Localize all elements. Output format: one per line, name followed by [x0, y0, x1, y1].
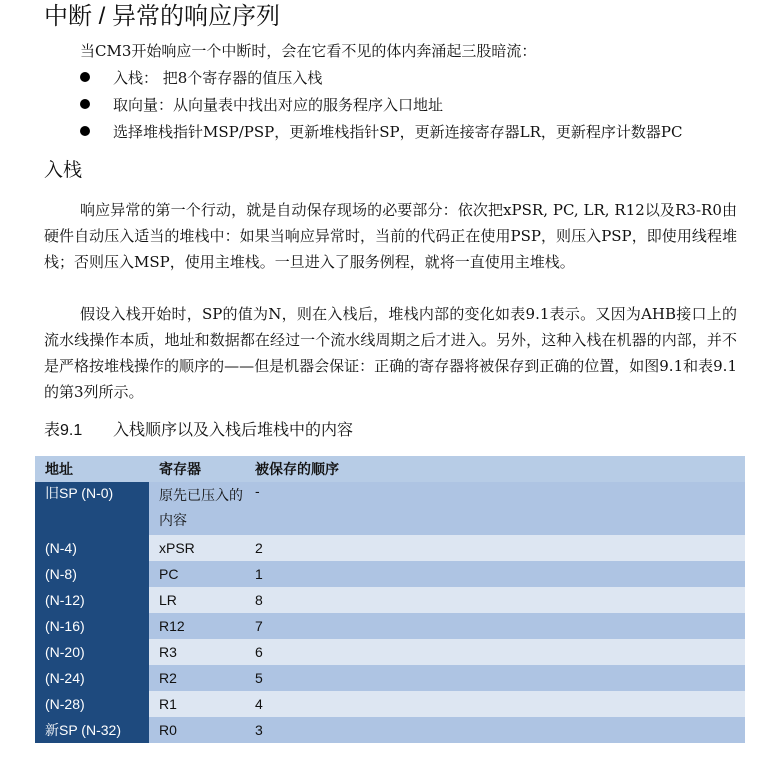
cell-order: - [245, 482, 745, 535]
header-order: 被保存的顺序 [245, 456, 745, 482]
cell-address: (N-24) [35, 665, 149, 691]
table-row [35, 613, 745, 639]
table-row [35, 639, 745, 665]
table-row [35, 691, 745, 717]
cell-address: (N-20) [35, 639, 149, 665]
paragraph: 响应异常的第一个行动，就是自动保存现场的必要部分：依次把xPSR, PC, LR, R12以及R3-R0由硬件自动压入适当的堆栈中：如果当响应异常时，当前的代码正在使用PSP，则压入PSP，即使用线程堆栈；否则压入MSP，使用主堆栈。一旦进入了服务例程，就将一直使用主堆栈。 [44, 201, 737, 271]
table-header-row [35, 456, 745, 482]
stack-table [35, 456, 745, 743]
cell-register: 原先已压入的内容 [149, 482, 245, 535]
cell-register: R12 [149, 613, 245, 639]
cell-order: 3 [245, 717, 745, 743]
cell-register: R3 [149, 639, 245, 665]
cell-order: 5 [245, 665, 745, 691]
cell-register: R2 [149, 665, 245, 691]
cell-order: 7 [245, 613, 745, 639]
cell-address: (N-12) [35, 587, 149, 613]
cell-register: xPSR [149, 535, 245, 561]
table-caption-number: 表9.1 [44, 422, 83, 439]
cell-register: LR [149, 587, 245, 613]
cell-order: 8 [245, 587, 745, 613]
table-row [35, 561, 745, 587]
table-caption-text: 入栈顺序以及入栈后堆栈中的内容 [113, 422, 354, 439]
cell-order: 2 [245, 535, 745, 561]
bullet-text: 入栈： 把8个寄存器的值压入栈 [113, 69, 323, 87]
bullet-item [80, 94, 443, 116]
section-heading: 入栈 [44, 160, 83, 181]
cell-order: 4 [245, 691, 745, 717]
cell-register: R0 [149, 717, 245, 743]
page-title: 中断 / 异常的响应序列 [44, 3, 281, 30]
bullet-dot-icon [80, 99, 90, 109]
bullet-text: 取向量：从向量表中找出对应的服务程序入口地址 [113, 96, 444, 114]
cell-address: (N-8) [35, 561, 149, 587]
bullet-dot-icon [80, 72, 90, 82]
table-row [35, 535, 745, 561]
table-row [35, 482, 745, 535]
bullet-text: 选择堆栈指针MSP/PSP，更新堆栈指针SP，更新连接寄存器LR，更新程序计数器PC [113, 123, 683, 141]
cell-order: 6 [245, 639, 745, 665]
paragraph: 假设入栈开始时，SP的值为N，则在入栈后，堆栈内部的变化如表9.1表示。又因为AHB接口上的流水线操作本质，地址和数据都在经过一个流水线周期之后才进入。另外，这种入栈在机器的内部，并不是严格按堆栈操作的顺序的——但是机器会保证：正确的寄存器将被保存到正确的位置，如图9.1和表9.1的第3列所示。 [44, 305, 737, 401]
cell-order: 1 [245, 561, 745, 587]
table-caption [44, 420, 353, 442]
cell-address: (N-28) [35, 691, 149, 717]
bullet-item [80, 121, 682, 143]
intro-text: 当CM3开始响应一个中断时，会在它看不见的体内奔涌起三股暗流： [80, 42, 537, 60]
cell-address: 旧SP (N-0) [35, 482, 149, 535]
cell-register: R1 [149, 691, 245, 717]
table-row [35, 717, 745, 743]
table-row [35, 587, 745, 613]
cell-address: (N-4) [35, 535, 149, 561]
cell-address: 新SP (N-32) [35, 717, 149, 743]
bullet-dot-icon [80, 126, 90, 136]
header-address: 地址 [35, 456, 149, 482]
bullet-item [80, 67, 322, 89]
header-register: 寄存器 [149, 456, 245, 482]
cell-register: PC [149, 561, 245, 587]
table-row [35, 665, 745, 691]
cell-address: (N-16) [35, 613, 149, 639]
